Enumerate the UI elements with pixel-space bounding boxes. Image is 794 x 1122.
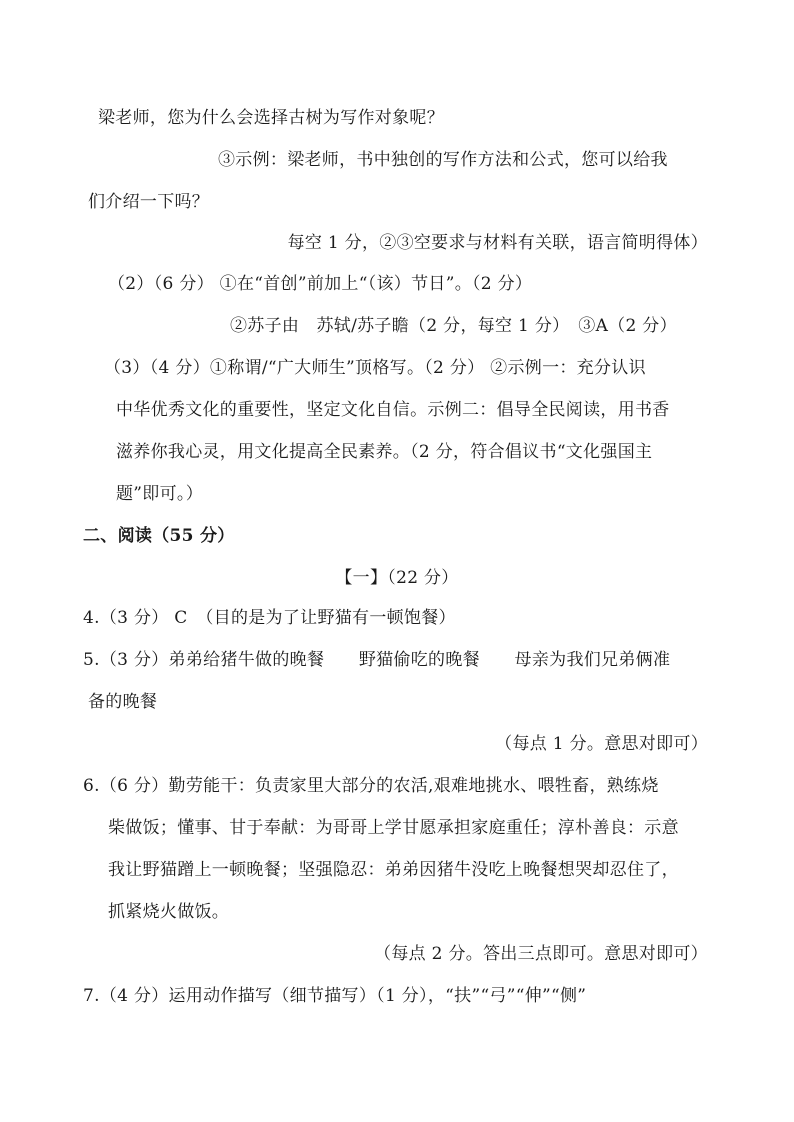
question-4: 4.（3 分） C （目的是为了让野猫有一顿饱餐） [83, 608, 456, 628]
question-7: 7.（4 分）运用动作描写（细节描写）（1 分），“扶”“弓”“伸”“侧” [83, 986, 587, 1006]
text-line-1: 梁老师，您为什么会选择古树为写作对象呢？ [98, 108, 444, 128]
text-line-5: （2）（6 分） ①在“首创”前加上“（该）节日”。（2 分） [108, 274, 533, 294]
question-6-line-4: 抓紧烧火做饭。 [108, 902, 230, 922]
text-line-3: 们介绍一下吗？ [88, 192, 210, 212]
question-5-cont: 备的晚餐 [88, 692, 158, 712]
question-6-scoring: （每点 2 分。答出三点即可。意思对即可） [374, 944, 708, 964]
text-line-9: 滋养你我心灵，用文化提高全民素养。（2 分，符合倡议书“文化强国主 [116, 442, 653, 462]
question-6-line-3: 我让野猫蹭上一顿晚餐；坚强隐忍：弟弟因猪牛没吃上晚餐想哭却忍住了， [108, 860, 679, 880]
question-6: 6.（6 分）勤劳能干：负责家里大部分的农活,艰难地挑水、喂牲畜，熟练烧 [83, 776, 659, 796]
text-line-2: ③示例：梁老师，书中独创的写作方法和公式，您可以给我 [218, 150, 668, 170]
question-6-line-2: 柴做饭；懂事、甘于奉献：为哥哥上学甘愿承担家庭重任；淳朴善良：示意 [108, 818, 679, 838]
text-line-10: 题”即可。） [116, 484, 203, 504]
text-line-7: （3）（4 分）①称谓/“广大师生”顶格写。（2 分） ②示例一：充分认识 [104, 358, 646, 378]
subsection-heading: 【一】（22 分） [335, 568, 459, 588]
text-line-6: ②苏子由 苏轼/苏子瞻（2 分，每空 1 分） ③A（2 分） [230, 316, 677, 336]
text-line-4: 每空 1 分，②③空要求与材料有关联，语言简明得体） [287, 233, 708, 253]
text-line-8: 中华优秀文化的重要性，坚定文化自信。示例二：倡导全民阅读，用书香 [116, 400, 670, 420]
question-5-scoring: （每点 1 分。意思对即可） [495, 734, 708, 754]
question-5: 5.（3 分）弟弟给猪牛做的晚餐 野猫偷吃的晚餐 母亲为我们兄弟俩准 [83, 650, 671, 670]
section-heading: 二、阅读（55 分） [83, 526, 235, 546]
